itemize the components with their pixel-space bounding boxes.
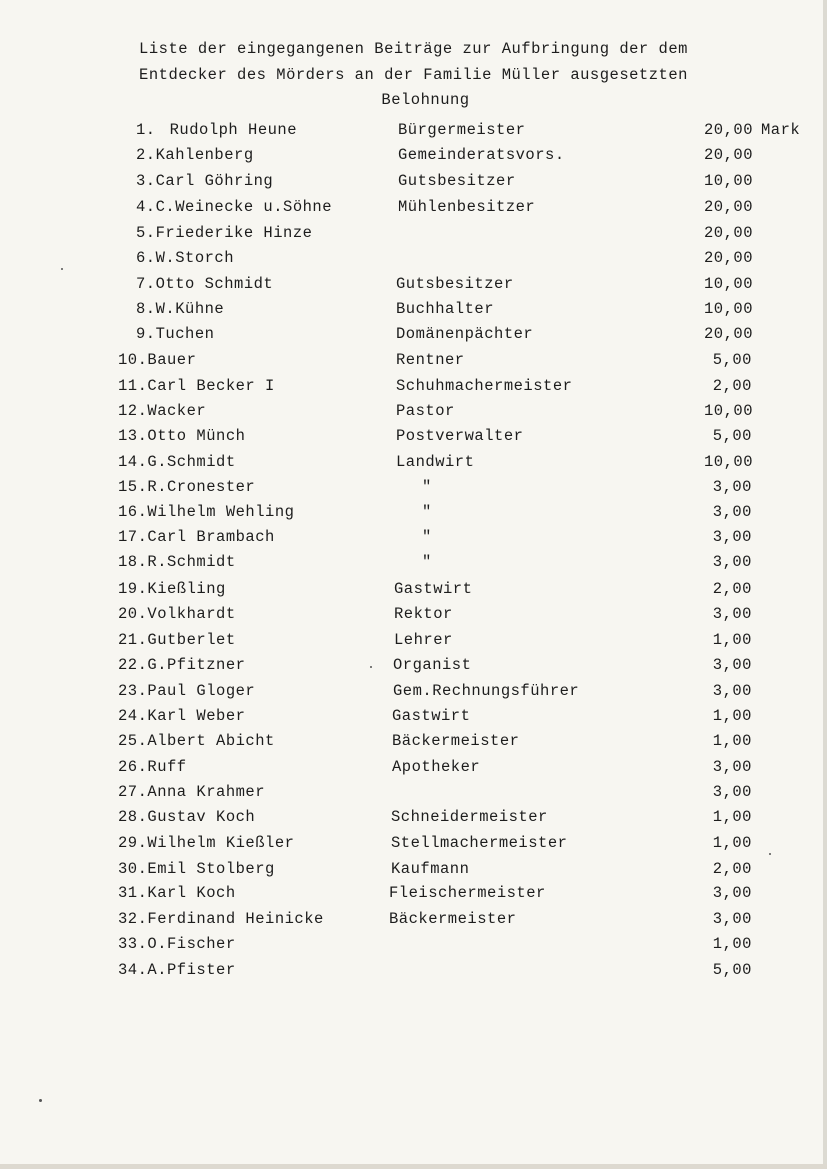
entry-name xyxy=(118,656,245,674)
entry-amount: 5,00 xyxy=(712,961,752,979)
entry-number: 3. xyxy=(136,172,156,190)
entry-amount: 3,00 xyxy=(712,528,752,546)
entry-number: 31. xyxy=(118,884,148,902)
entry-occupation: Mühlenbesitzer xyxy=(398,198,536,216)
entry-amount: 20,00 xyxy=(704,325,754,343)
entry-occupation: Domänenpächter xyxy=(396,325,534,343)
entry-name xyxy=(118,808,255,826)
entry-name xyxy=(118,377,275,395)
entry-name-text: W.Kühne xyxy=(155,300,225,318)
list-row xyxy=(0,146,827,170)
currency-unit: Mark xyxy=(761,121,801,139)
entry-occupation: Bäckermeister xyxy=(389,910,517,928)
entry-occupation: Gutsbesitzer xyxy=(396,275,514,293)
list-row xyxy=(0,249,827,273)
entry-name-text: A.Pfister xyxy=(147,961,236,979)
page-bottom-edge xyxy=(0,1164,827,1169)
entry-name xyxy=(118,961,236,979)
entry-name xyxy=(118,605,236,623)
entry-name xyxy=(118,910,324,928)
entry-amount: 10,00 xyxy=(704,275,754,293)
entry-number: 21. xyxy=(118,631,148,649)
entry-name-text: Otto Münch xyxy=(147,427,246,445)
entry-name-text: Emil Stolberg xyxy=(147,860,275,878)
list-row xyxy=(0,758,827,782)
entry-name xyxy=(136,325,214,343)
entry-number: 10. xyxy=(118,351,148,369)
list-row xyxy=(0,275,827,299)
entry-amount: 5,00 xyxy=(712,427,752,445)
entry-amount: 3,00 xyxy=(712,783,752,801)
entry-number: 19. xyxy=(118,580,148,598)
entry-amount: 3,00 xyxy=(712,910,752,928)
entry-name xyxy=(118,427,245,445)
list-row xyxy=(0,224,827,248)
entry-amount: 3,00 xyxy=(712,605,752,623)
list-row xyxy=(0,300,827,324)
entry-number: 8. xyxy=(136,300,156,318)
entry-name xyxy=(118,580,226,598)
list-row xyxy=(0,783,827,807)
entry-number: 5. xyxy=(136,224,156,242)
entry-occupation: Postverwalter xyxy=(396,427,524,445)
entry-amount: 3,00 xyxy=(712,682,752,700)
entry-amount: 3,00 xyxy=(712,884,752,902)
entry-number: 4. xyxy=(136,198,156,216)
entry-name-text: Tuchen xyxy=(155,325,215,343)
entry-number: 20. xyxy=(118,605,148,623)
entry-name-text: Kahlenberg xyxy=(155,146,254,164)
entry-name-text: G.Pfitzner xyxy=(147,656,246,674)
entry-number: 30. xyxy=(118,860,148,878)
entry-name xyxy=(136,146,254,164)
entry-name-text: Carl Göhring xyxy=(155,172,274,190)
entry-occupation: Apotheker xyxy=(392,758,481,776)
list-row xyxy=(0,503,827,527)
entry-amount: 10,00 xyxy=(704,402,754,420)
list-row xyxy=(0,402,827,426)
entry-occupation: Gemeinderatsvors. xyxy=(398,146,565,164)
entry-amount: 20,00 xyxy=(704,146,754,164)
entry-name-text: Gutberlet xyxy=(147,631,236,649)
entry-amount: 3,00 xyxy=(712,478,752,496)
entry-amount: 5,00 xyxy=(712,351,752,369)
entry-number: 15. xyxy=(118,478,148,496)
entry-name-text: Friederike Hinze xyxy=(155,224,313,242)
entry-name xyxy=(118,528,275,546)
entry-name-text: Ferdinand Heinicke xyxy=(147,910,324,928)
list-row xyxy=(0,478,827,502)
entry-number: 17. xyxy=(118,528,148,546)
entry-occupation: Landwirt xyxy=(396,453,475,471)
list-row xyxy=(0,656,827,680)
list-row xyxy=(0,553,827,577)
entry-name-text: Volkhardt xyxy=(147,605,236,623)
entry-name xyxy=(136,300,224,318)
entry-amount: 1,00 xyxy=(712,935,752,953)
list-row xyxy=(0,961,827,985)
entry-amount: 2,00 xyxy=(712,860,752,878)
entry-amount: 3,00 xyxy=(712,656,752,674)
document-title-line-2: Entdecker des Mörders an der Familie Müller ausgesetzten xyxy=(139,66,688,84)
entry-occupation: Fleischermeister xyxy=(389,884,546,902)
entry-occupation: " xyxy=(422,478,432,496)
entry-number: 24. xyxy=(118,707,148,725)
entry-number: 27. xyxy=(118,783,148,801)
entry-name xyxy=(118,783,265,801)
entry-occupation: Gastwirt xyxy=(394,580,473,598)
entry-name-text: Gustav Koch xyxy=(147,808,256,826)
entry-name-text: Paul Gloger xyxy=(147,682,256,700)
entry-name xyxy=(118,860,275,878)
document-title-line-1: Liste der eingegangenen Beiträge zur Aufbringung der dem xyxy=(139,40,688,58)
list-row xyxy=(0,198,827,222)
entry-number: 16. xyxy=(118,503,148,521)
list-row xyxy=(0,528,827,552)
entry-name-text: Wacker xyxy=(147,402,207,420)
entry-name-text: G.Schmidt xyxy=(147,453,236,471)
entry-occupation: Gutsbesitzer xyxy=(398,172,516,190)
list-row xyxy=(0,605,827,629)
entry-name-text: Bauer xyxy=(147,351,197,369)
entry-name xyxy=(118,478,255,496)
entry-amount: 10,00 xyxy=(704,172,754,190)
entry-name xyxy=(118,707,245,725)
entry-amount: 2,00 xyxy=(712,580,752,598)
entry-name-text: C.Weinecke u.Söhne xyxy=(155,198,333,216)
entry-number: 26. xyxy=(118,758,148,776)
list-row xyxy=(0,860,827,884)
entry-name xyxy=(118,935,236,953)
entry-occupation: " xyxy=(422,528,432,546)
entry-amount: 1,00 xyxy=(712,631,752,649)
entry-occupation: Rentner xyxy=(396,351,465,369)
entry-name-text: Karl Weber xyxy=(147,707,246,725)
entry-occupation: Organist xyxy=(393,656,472,674)
document-title-line-3: Belohnung xyxy=(381,91,470,109)
entry-number: 28. xyxy=(118,808,148,826)
entry-number: 13. xyxy=(118,427,148,445)
entry-amount: 3,00 xyxy=(712,553,752,571)
list-row xyxy=(0,377,827,401)
entry-name xyxy=(136,249,234,267)
list-row xyxy=(0,631,827,655)
entry-name-text: Albert Abicht xyxy=(147,732,275,750)
entry-occupation: Lehrer xyxy=(394,631,453,649)
entry-name xyxy=(136,172,273,190)
entry-name-text: Otto Schmidt xyxy=(155,275,274,293)
entry-amount: 3,00 xyxy=(712,758,752,776)
entry-name-text: R.Schmidt xyxy=(147,553,236,571)
entry-number: 11. xyxy=(118,377,148,395)
entry-amount: 20,00 xyxy=(704,249,754,267)
entry-number: 18. xyxy=(118,553,148,571)
entry-name xyxy=(136,198,332,216)
entry-name xyxy=(118,758,187,776)
entry-amount: 1,00 xyxy=(712,707,752,725)
list-row xyxy=(0,121,827,145)
entry-number: 23. xyxy=(118,682,148,700)
entry-number: 6. xyxy=(136,249,156,267)
list-row xyxy=(0,732,827,756)
entry-number: 33. xyxy=(118,935,148,953)
entry-occupation: Bürgermeister xyxy=(398,121,526,139)
entry-number: 7. xyxy=(136,275,156,293)
entry-name-text: Ruff xyxy=(147,758,187,776)
list-row xyxy=(0,172,827,196)
list-row xyxy=(0,884,827,908)
list-row xyxy=(0,834,827,858)
entry-occupation: Schneidermeister xyxy=(391,808,548,826)
entry-amount: 1,00 xyxy=(712,808,752,826)
entry-occupation: Stellmachermeister xyxy=(391,834,568,852)
entry-name-text: Carl Brambach xyxy=(147,528,275,546)
entry-name-text: Karl Koch xyxy=(147,884,236,902)
entry-number: 1. xyxy=(136,121,156,139)
entry-number: 32. xyxy=(118,910,148,928)
entry-name xyxy=(118,732,275,750)
entry-name xyxy=(118,631,236,649)
entry-number: 14. xyxy=(118,453,148,471)
entry-number: 12. xyxy=(118,402,148,420)
entry-occupation: Buchhalter xyxy=(396,300,495,318)
list-row xyxy=(0,325,827,349)
entry-number: 34. xyxy=(118,961,148,979)
list-row xyxy=(0,910,827,934)
entry-number: 2. xyxy=(136,146,156,164)
entry-amount: 1,00 xyxy=(712,834,752,852)
entry-occupation: Bäckermeister xyxy=(392,732,520,750)
list-row xyxy=(0,935,827,959)
entry-occupation: Gem.Rechnungsführer xyxy=(393,682,580,700)
entry-name xyxy=(136,275,273,293)
list-row xyxy=(0,427,827,451)
list-row xyxy=(0,682,827,706)
entry-name xyxy=(136,224,312,242)
entry-name-text: Wilhelm Wehling xyxy=(147,503,295,521)
entry-name xyxy=(118,503,294,521)
entry-name-text: Wilhelm Kießler xyxy=(147,834,295,852)
entry-name xyxy=(118,402,206,420)
entry-amount: 10,00 xyxy=(704,453,754,471)
entry-amount: 20,00 xyxy=(704,121,754,139)
list-row xyxy=(0,580,827,604)
list-row xyxy=(0,808,827,832)
entry-number: 25. xyxy=(118,732,148,750)
entry-name xyxy=(136,121,297,139)
entry-occupation: Pastor xyxy=(396,402,455,420)
entry-name-text: Anna Krahmer xyxy=(147,783,266,801)
entry-occupation: " xyxy=(422,503,432,521)
list-row xyxy=(0,453,827,477)
entry-number: 22. xyxy=(118,656,148,674)
entry-occupation: " xyxy=(422,553,432,571)
entry-name xyxy=(118,884,236,902)
list-row xyxy=(0,707,827,731)
entry-occupation: Gastwirt xyxy=(392,707,471,725)
entry-name-text: O.Fischer xyxy=(147,935,236,953)
entry-occupation: Rektor xyxy=(394,605,453,623)
ink-speck xyxy=(39,1099,42,1102)
entry-name xyxy=(118,553,236,571)
entry-amount: 20,00 xyxy=(704,224,754,242)
entry-name-text: Carl Becker I xyxy=(147,377,275,395)
entry-name-text: Rudolph Heune xyxy=(169,121,298,139)
entry-occupation: Schuhmachermeister xyxy=(396,377,573,395)
entry-name xyxy=(118,834,294,852)
entry-number: 29. xyxy=(118,834,148,852)
list-row xyxy=(0,351,827,375)
entry-name-text: W.Storch xyxy=(155,249,235,267)
entry-number: 9. xyxy=(136,325,156,343)
entry-name-text: R.Cronester xyxy=(147,478,256,496)
entry-amount: 1,00 xyxy=(712,732,752,750)
entry-occupation: Kaufmann xyxy=(391,860,470,878)
entry-amount: 20,00 xyxy=(704,198,754,216)
entry-name-text: Kießling xyxy=(147,580,226,598)
entry-name xyxy=(118,453,236,471)
entry-name xyxy=(118,351,196,369)
entry-amount: 3,00 xyxy=(712,503,752,521)
entry-amount: 10,00 xyxy=(704,300,754,318)
entry-name xyxy=(118,682,255,700)
entry-amount: 2,00 xyxy=(712,377,752,395)
